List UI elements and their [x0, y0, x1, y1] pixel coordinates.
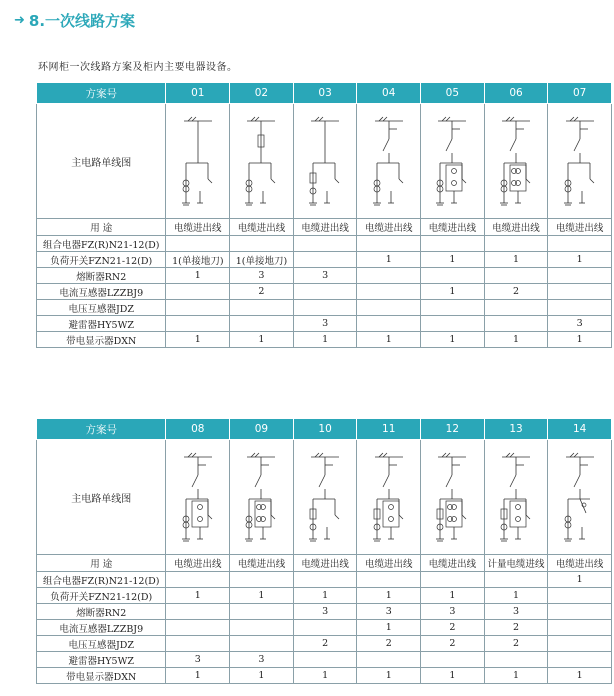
device-label: 负荷开关FZN21-12(D) — [37, 252, 166, 268]
device-quantity-cell: 1 — [484, 252, 548, 268]
device-quantity-cell — [293, 620, 357, 636]
header-scheme-id: 14 — [548, 419, 612, 440]
device-quantity-cell: 3 — [230, 652, 294, 668]
header-scheme-id: 08 — [166, 419, 230, 440]
device-quantity-cell — [357, 316, 421, 332]
device-quantity-cell — [230, 316, 294, 332]
device-quantity-cell: 1 — [421, 588, 485, 604]
device-quantity-cell — [484, 236, 548, 252]
device-quantity-cell — [484, 652, 548, 668]
use-cell: 电缆进出线 — [166, 219, 230, 236]
device-quantity-cell — [421, 300, 485, 316]
single-line-diagram — [424, 443, 480, 551]
scheme-table-2 — [36, 418, 612, 684]
device-quantity-cell: 1 — [484, 588, 548, 604]
device-label: 负荷开关FZN21-12(D) — [37, 588, 166, 604]
use-cell: 电缆进出线 — [421, 555, 485, 572]
device-quantity-cell: 3 — [230, 268, 294, 284]
single-line-diagram — [361, 443, 417, 551]
header-scheme-id: 03 — [293, 83, 357, 104]
header-scheme-id: 11 — [357, 419, 421, 440]
device-quantity-cell: 1 — [293, 668, 357, 684]
header-scheme-id: 10 — [293, 419, 357, 440]
single-line-diagram — [297, 443, 353, 551]
device-label: 组合电器FZ(R)N21-12(D) — [37, 572, 166, 588]
device-quantity-cell — [548, 268, 612, 284]
device-quantity-cell: 2 — [484, 284, 548, 300]
use-cell: 计量电缆进线 — [484, 555, 548, 572]
diagram-cell — [421, 440, 485, 555]
device-quantity-cell — [548, 636, 612, 652]
device-quantity-cell: 1 — [548, 332, 612, 348]
use-cell: 电缆进出线 — [166, 555, 230, 572]
device-quantity-cell — [357, 572, 421, 588]
device-quantity-cell: 2 — [230, 284, 294, 300]
device-quantity-cell: 2 — [421, 620, 485, 636]
use-cell: 电缆进出线 — [484, 219, 548, 236]
single-line-diagram — [297, 107, 353, 215]
section-heading — [14, 10, 135, 30]
device-quantity-cell — [357, 300, 421, 316]
use-cell: 电缆进出线 — [548, 219, 612, 236]
single-line-diagram — [488, 443, 544, 551]
device-quantity-cell: 1 — [357, 620, 421, 636]
device-quantity-cell — [166, 236, 230, 252]
device-quantity-cell — [421, 316, 485, 332]
device-quantity-cell: 1 — [484, 668, 548, 684]
single-line-diagram — [233, 107, 289, 215]
use-cell: 电缆进出线 — [548, 555, 612, 572]
device-quantity-cell — [293, 572, 357, 588]
header-scheme-id: 06 — [484, 83, 548, 104]
device-quantity-cell: 1 — [421, 284, 485, 300]
single-line-diagram — [233, 443, 289, 551]
device-quantity-cell: 1 — [421, 668, 485, 684]
device-label: 避雷器HY5WZ — [37, 652, 166, 668]
device-quantity-cell — [548, 620, 612, 636]
use-cell: 电缆进出线 — [421, 219, 485, 236]
device-quantity-cell — [293, 236, 357, 252]
header-scheme-id: 02 — [230, 83, 294, 104]
device-quantity-cell: 1 — [166, 332, 230, 348]
device-quantity-cell — [166, 300, 230, 316]
header-scheme-id: 01 — [166, 83, 230, 104]
device-quantity-cell — [166, 636, 230, 652]
device-quantity-cell — [230, 572, 294, 588]
header-scheme-label: 方案号 — [37, 83, 166, 104]
device-quantity-cell: 1 — [166, 668, 230, 684]
device-quantity-cell: 1 — [166, 588, 230, 604]
diagram-cell — [357, 104, 421, 219]
diagram-cell — [421, 104, 485, 219]
device-quantity-cell — [166, 572, 230, 588]
device-quantity-cell: 3 — [484, 604, 548, 620]
section-subtitle: 环网柜一次线路方案及柜内主要电器设备。 — [38, 62, 238, 73]
device-quantity-cell — [548, 588, 612, 604]
diagram-row-label: 主电路单线图 — [37, 440, 166, 555]
header-scheme-label: 方案号 — [37, 419, 166, 440]
device-quantity-cell — [293, 652, 357, 668]
device-quantity-cell: 1 — [230, 332, 294, 348]
device-label: 电流互感器LZZBJ9 — [37, 620, 166, 636]
header-scheme-id: 09 — [230, 419, 294, 440]
device-quantity-cell: 1 — [357, 668, 421, 684]
device-quantity-cell: 2 — [357, 636, 421, 652]
device-quantity-cell — [230, 636, 294, 652]
header-scheme-id: 07 — [548, 83, 612, 104]
diagram-cell — [230, 440, 294, 555]
device-quantity-cell: 2 — [421, 636, 485, 652]
use-cell: 电缆进出线 — [357, 555, 421, 572]
diagram-cell — [293, 440, 357, 555]
use-row-label: 用 途 — [37, 219, 166, 236]
device-quantity-cell — [548, 652, 612, 668]
device-quantity-cell: 3 — [548, 316, 612, 332]
device-label: 电流互感器LZZBJ9 — [37, 284, 166, 300]
use-cell: 电缆进出线 — [293, 219, 357, 236]
single-line-diagram — [170, 107, 226, 215]
device-quantity-cell: 1 — [548, 252, 612, 268]
diagram-cell — [548, 104, 612, 219]
device-quantity-cell — [293, 284, 357, 300]
diagram-cell — [166, 104, 230, 219]
device-quantity-cell: 1 — [548, 668, 612, 684]
device-quantity-cell — [484, 316, 548, 332]
device-quantity-cell: 1 — [421, 252, 485, 268]
device-quantity-cell — [166, 284, 230, 300]
arrow-icon: ➜ — [14, 12, 25, 28]
device-quantity-cell: 3 — [166, 652, 230, 668]
diagram-cell — [484, 440, 548, 555]
use-row-label: 用 途 — [37, 555, 166, 572]
header-scheme-id: 12 — [421, 419, 485, 440]
device-quantity-cell: 3 — [293, 268, 357, 284]
single-line-diagram — [424, 107, 480, 215]
device-quantity-cell — [166, 620, 230, 636]
device-quantity-cell: 2 — [484, 620, 548, 636]
device-label: 熔断器RN2 — [37, 268, 166, 284]
device-quantity-cell — [357, 236, 421, 252]
device-quantity-cell — [421, 572, 485, 588]
device-quantity-cell — [230, 604, 294, 620]
device-label: 避雷器HY5WZ — [37, 316, 166, 332]
device-label: 组合电器FZ(R)N21-12(D) — [37, 236, 166, 252]
device-label: 带电显示器DXN — [37, 332, 166, 348]
device-quantity-cell: 1 — [293, 588, 357, 604]
device-quantity-cell — [357, 268, 421, 284]
device-quantity-cell — [357, 284, 421, 300]
device-quantity-cell: 1 — [357, 252, 421, 268]
device-quantity-cell: 3 — [357, 604, 421, 620]
device-quantity-cell — [548, 284, 612, 300]
header-scheme-id: 13 — [484, 419, 548, 440]
device-label: 带电显示器DXN — [37, 668, 166, 684]
diagram-cell — [357, 440, 421, 555]
diagram-cell — [548, 440, 612, 555]
device-quantity-cell: 1(单接地刀) — [166, 252, 230, 268]
device-quantity-cell — [421, 236, 485, 252]
device-quantity-cell — [548, 604, 612, 620]
single-line-diagram — [361, 107, 417, 215]
device-quantity-cell: 3 — [293, 604, 357, 620]
device-quantity-cell — [293, 300, 357, 316]
device-quantity-cell: 1 — [357, 332, 421, 348]
device-label: 电压互感器JDZ — [37, 300, 166, 316]
device-quantity-cell — [230, 236, 294, 252]
device-quantity-cell: 2 — [484, 636, 548, 652]
device-quantity-cell: 1 — [484, 332, 548, 348]
device-quantity-cell — [484, 268, 548, 284]
device-quantity-cell: 1(单接地刀) — [230, 252, 294, 268]
diagram-cell — [230, 104, 294, 219]
device-quantity-cell — [230, 620, 294, 636]
diagram-row-label: 主电路单线图 — [37, 104, 166, 219]
single-line-diagram — [552, 107, 608, 215]
single-line-diagram — [488, 107, 544, 215]
device-quantity-cell — [548, 300, 612, 316]
device-quantity-cell: 1 — [166, 268, 230, 284]
scheme-table-1 — [36, 82, 612, 348]
device-quantity-cell — [421, 268, 485, 284]
device-quantity-cell: 1 — [421, 332, 485, 348]
device-quantity-cell — [484, 572, 548, 588]
single-line-diagram — [552, 443, 608, 551]
device-quantity-cell: 1 — [230, 668, 294, 684]
device-quantity-cell — [166, 604, 230, 620]
use-cell: 电缆进出线 — [230, 555, 294, 572]
diagram-cell — [293, 104, 357, 219]
device-quantity-cell — [166, 316, 230, 332]
device-quantity-cell: 3 — [421, 604, 485, 620]
section-title: 8.一次线路方案 — [28, 11, 136, 30]
device-label: 电压互感器JDZ — [37, 636, 166, 652]
device-quantity-cell: 1 — [230, 588, 294, 604]
device-quantity-cell — [548, 236, 612, 252]
header-scheme-id: 05 — [421, 83, 485, 104]
device-quantity-cell: 1 — [357, 588, 421, 604]
header-scheme-id: 04 — [357, 83, 421, 104]
device-quantity-cell — [357, 652, 421, 668]
device-quantity-cell — [230, 300, 294, 316]
diagram-cell — [166, 440, 230, 555]
diagram-cell — [484, 104, 548, 219]
device-quantity-cell: 1 — [548, 572, 612, 588]
device-quantity-cell: 3 — [293, 316, 357, 332]
use-cell: 电缆进出线 — [293, 555, 357, 572]
device-label: 熔断器RN2 — [37, 604, 166, 620]
device-quantity-cell — [293, 252, 357, 268]
use-cell: 电缆进出线 — [357, 219, 421, 236]
device-quantity-cell — [421, 652, 485, 668]
device-quantity-cell: 1 — [293, 332, 357, 348]
use-cell: 电缆进出线 — [230, 219, 294, 236]
device-quantity-cell — [484, 300, 548, 316]
single-line-diagram — [170, 443, 226, 551]
device-quantity-cell: 2 — [293, 636, 357, 652]
